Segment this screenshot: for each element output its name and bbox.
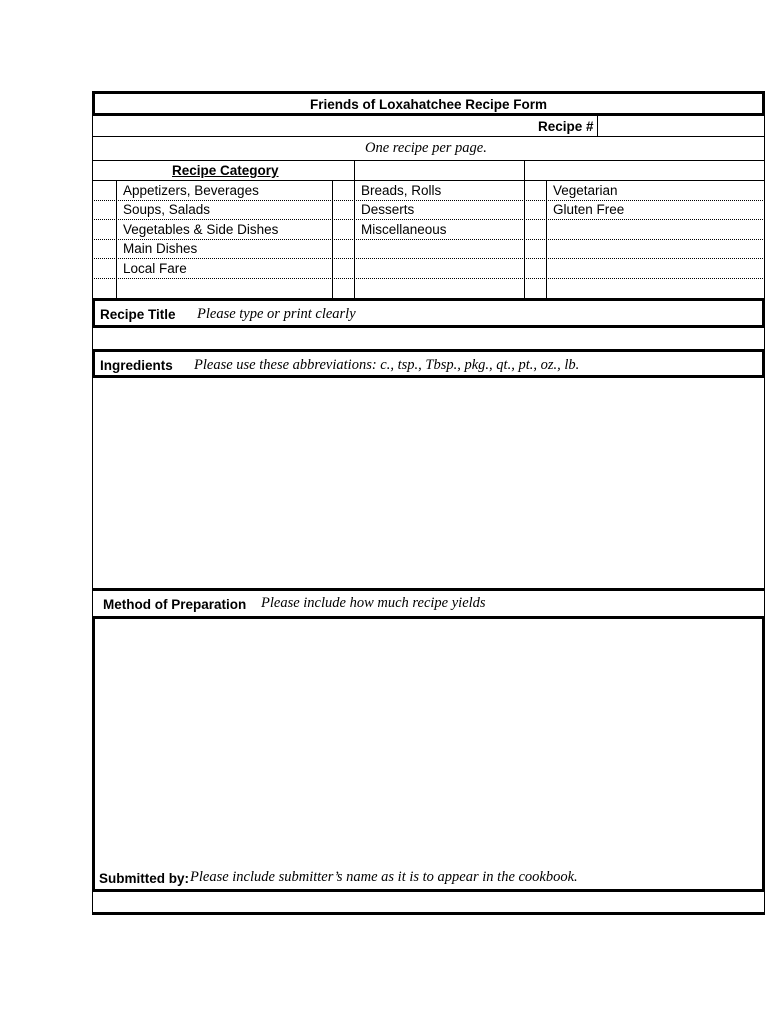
row-divider	[92, 180, 765, 181]
frame-right-line	[764, 328, 765, 349]
frame-left-line	[92, 378, 93, 588]
checkbox-appetizers[interactable]	[93, 181, 115, 199]
recipe-number-label: Recipe #	[538, 119, 594, 134]
method-label: Method of Preparation	[103, 597, 247, 612]
checkbox-vegetarian[interactable]	[525, 181, 545, 199]
form-title: Friends of Loxahatchee Recipe Form	[309, 97, 548, 112]
checkbox-soups[interactable]	[93, 201, 115, 218]
category-label: Vegetarian	[553, 183, 618, 198]
row-divider	[92, 160, 765, 161]
category-label: Desserts	[361, 202, 415, 217]
recipe-title-hint: Please type or print clearly	[197, 306, 356, 322]
category-label: Main Dishes	[123, 241, 198, 256]
checkbox-breads[interactable]	[333, 181, 353, 199]
recipe-number-divider	[597, 116, 598, 136]
form-note: One recipe per page.	[365, 140, 487, 156]
row-divider	[92, 239, 765, 240]
category-label: Soups, Salads	[123, 202, 211, 217]
category-label: Appetizers, Beverages	[123, 183, 259, 198]
row-divider	[92, 136, 765, 137]
row-divider	[92, 200, 765, 201]
recipe-title-label: Recipe Title	[100, 307, 176, 322]
frame-left-line	[92, 328, 93, 349]
checkbox-vegetables[interactable]	[93, 220, 115, 238]
category-label: Breads, Rolls	[361, 183, 442, 198]
method-area	[92, 616, 765, 892]
form-title-bar	[92, 91, 765, 116]
row-divider	[92, 219, 765, 220]
ingredients-hint: Please use these abbreviations: c., tsp., Tbsp., pkg., qt., pt., oz., lb.	[194, 357, 580, 373]
checkbox-local-fare[interactable]	[93, 259, 115, 277]
submitted-by-hint: Please include submitter’s name as it is to appear in the cookbook.	[190, 869, 578, 885]
checkbox-miscellaneous[interactable]	[333, 220, 353, 238]
category-label: Local Fare	[123, 261, 187, 276]
checkbox-gluten-free[interactable]	[525, 201, 545, 218]
method-header	[92, 588, 765, 618]
frame-left-line	[92, 892, 93, 914]
row-divider	[92, 278, 765, 279]
method-hint: Please include how much recipe yields	[261, 595, 486, 611]
checkbox-desserts[interactable]	[333, 201, 353, 218]
form-bottom-border	[92, 912, 765, 915]
checkbox-main-dishes[interactable]	[93, 240, 115, 257]
recipe-title-field[interactable]	[475, 303, 760, 325]
category-label: Gluten Free	[553, 202, 625, 217]
recipe-title-row	[92, 298, 765, 328]
ingredients-field[interactable]	[94, 380, 762, 586]
frame-right-line	[764, 116, 765, 298]
category-label: Vegetables & Side Dishes	[123, 222, 279, 237]
frame-right-line	[764, 892, 765, 914]
ingredients-header	[92, 349, 765, 378]
method-field[interactable]	[97, 621, 760, 861]
category-label: Miscellaneous	[361, 222, 447, 237]
recipe-number-field[interactable]	[599, 117, 763, 135]
submitted-by-label: Submitted by:	[99, 871, 189, 886]
submitted-by-field[interactable]	[94, 893, 762, 912]
recipe-category-heading: Recipe Category	[172, 163, 279, 178]
frame-right-line	[764, 378, 765, 588]
ingredients-label: Ingredients	[100, 358, 173, 373]
row-divider	[92, 258, 765, 259]
